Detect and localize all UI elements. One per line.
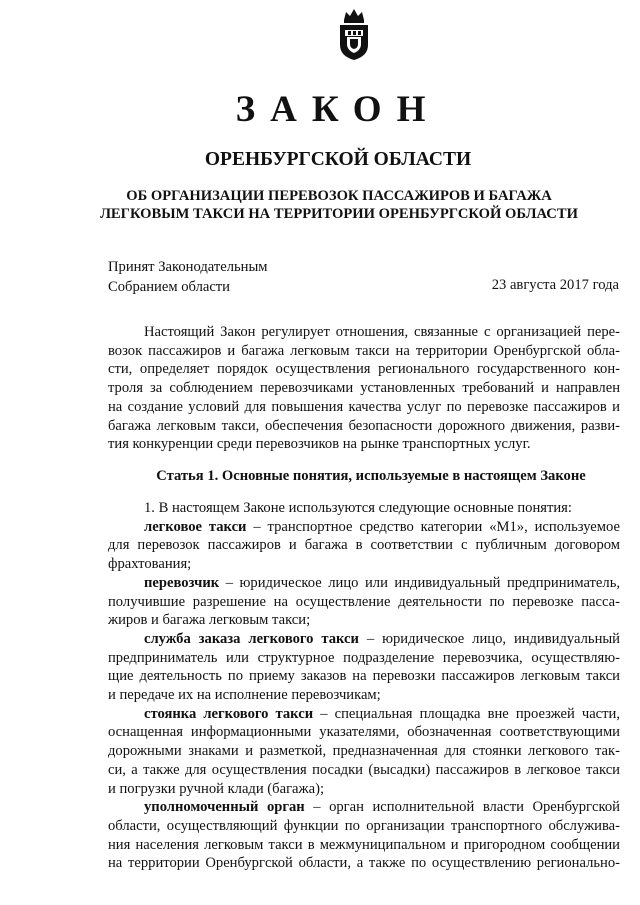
preamble-line: багажа легковым такси, обеспечения безопасности дорожного движения, разви-: [108, 417, 620, 434]
preamble: [108, 323, 620, 454]
adoption-body: [108, 257, 267, 297]
definition-term: уполномоченный орган: [144, 799, 305, 816]
definition-line: дорожными знаками и разметкой, предназначенная для стоянки легкового так-: [108, 743, 620, 760]
law-subject-line: ЛЕГКОВЫМ ТАКСИ НА ТЕРРИТОРИИ ОРЕНБУРГСКОЙ ОБЛАСТИ: [100, 206, 578, 222]
definition-line: и погрузки ручной клади (багажа);: [108, 780, 325, 797]
law-subject-line: ОБ ОРГАНИЗАЦИИ ПЕРЕВОЗОК ПАССАЖИРОВ И БАГАЖА: [126, 188, 552, 204]
definition-text: – орган исполнительной власти Оренбургской: [304, 799, 620, 816]
preamble-line: Настоящий Закон регулирует отношения, связанные с организацией пере-: [144, 324, 620, 340]
definition-line: фрахтования;: [108, 556, 192, 573]
definition-text: – юридическое лицо, индивидуальный: [358, 630, 620, 647]
preamble-line: тия конкуренции среди перевозчиков на рынке транспортных услуг.: [108, 436, 531, 453]
article-title: Статья 1. Основные понятия, используемые в настоящем Законе: [156, 468, 586, 484]
law-title: ЗАКОН: [235, 89, 441, 130]
definition-line: оснащенная информационными указателями, обозначенная соответствующими: [108, 724, 620, 741]
adoption-line: Принят Законодательным: [108, 259, 268, 275]
definition-text: – юридическое лицо или индивидуальный предприниматель,: [219, 574, 620, 591]
definition-first-line: [108, 630, 620, 649]
orenburg-coat-of-arms-icon: [337, 6, 371, 61]
definition-line: на территории Оренбургской области, а также по осуществлению регионально-: [108, 855, 620, 872]
preamble-line: сти, определяет порядок осуществления регионального государственного кон-: [108, 361, 620, 378]
region-title: ОРЕНБУРГСКОЙ ОБЛАСТИ: [204, 149, 472, 170]
article-intro: 1. В настоящем Законе используются следующие основные понятия:: [144, 500, 572, 516]
definition-line: получившие разрешение на осуществление деятельности по перевозке пасса-: [108, 593, 620, 610]
definition-text: – транспортное средство категории «M1», используемое: [246, 518, 620, 535]
definition-first-line: [108, 518, 620, 537]
adoption-line: Собранием области: [108, 279, 230, 295]
definition-line: и передаче их на исполнение перевозчикам;: [108, 687, 381, 704]
definition-first-line: [108, 798, 620, 817]
definition-line: си, а также для осуществления посадки (высадки) пассажиров в легковое такси: [108, 761, 620, 778]
adoption-date: 23 августа 2017 года: [491, 277, 619, 293]
article-body: [108, 499, 620, 873]
preamble-line: возок пассажиров и багажа легковым такси на территории Оренбургской обла-: [108, 342, 620, 359]
preamble-line: на создание условий для повышения качества услуг по перевозке пассажиров и: [108, 398, 620, 415]
definition-line: для перевозок пассажиров и багажа в соответствии с публичным договором: [108, 537, 620, 554]
preamble-line: троля за соблюдением перевозчиками установленных требований и направлен: [108, 380, 620, 397]
definition-line: области, осуществляющий функции по организации транспортного обслужива-: [108, 817, 620, 834]
definition-line: предприниматель или структурное подразделение перевозчика, осуществляю-: [108, 649, 620, 666]
definition-term: стоянка легкового такси: [144, 705, 314, 722]
definition-line: щие деятельность по приему заказов на перевозки пассажиров легковым такси: [108, 668, 620, 685]
law-subject: [0, 187, 640, 223]
definition-first-line: [108, 574, 620, 593]
definition-text: – специальная площадка вне проезжей части,: [313, 705, 620, 722]
definition-line: ния населения легковым такси в межмуниципальном и пригородном сообщении: [108, 836, 620, 853]
definition-line: жиров и багажа легковым такси;: [108, 612, 311, 629]
definition-first-line: [108, 705, 620, 724]
definition-term: перевозчик: [144, 574, 220, 591]
definition-term: служба заказа легкового такси: [144, 630, 359, 647]
definition-term: легковое такси: [144, 518, 247, 535]
